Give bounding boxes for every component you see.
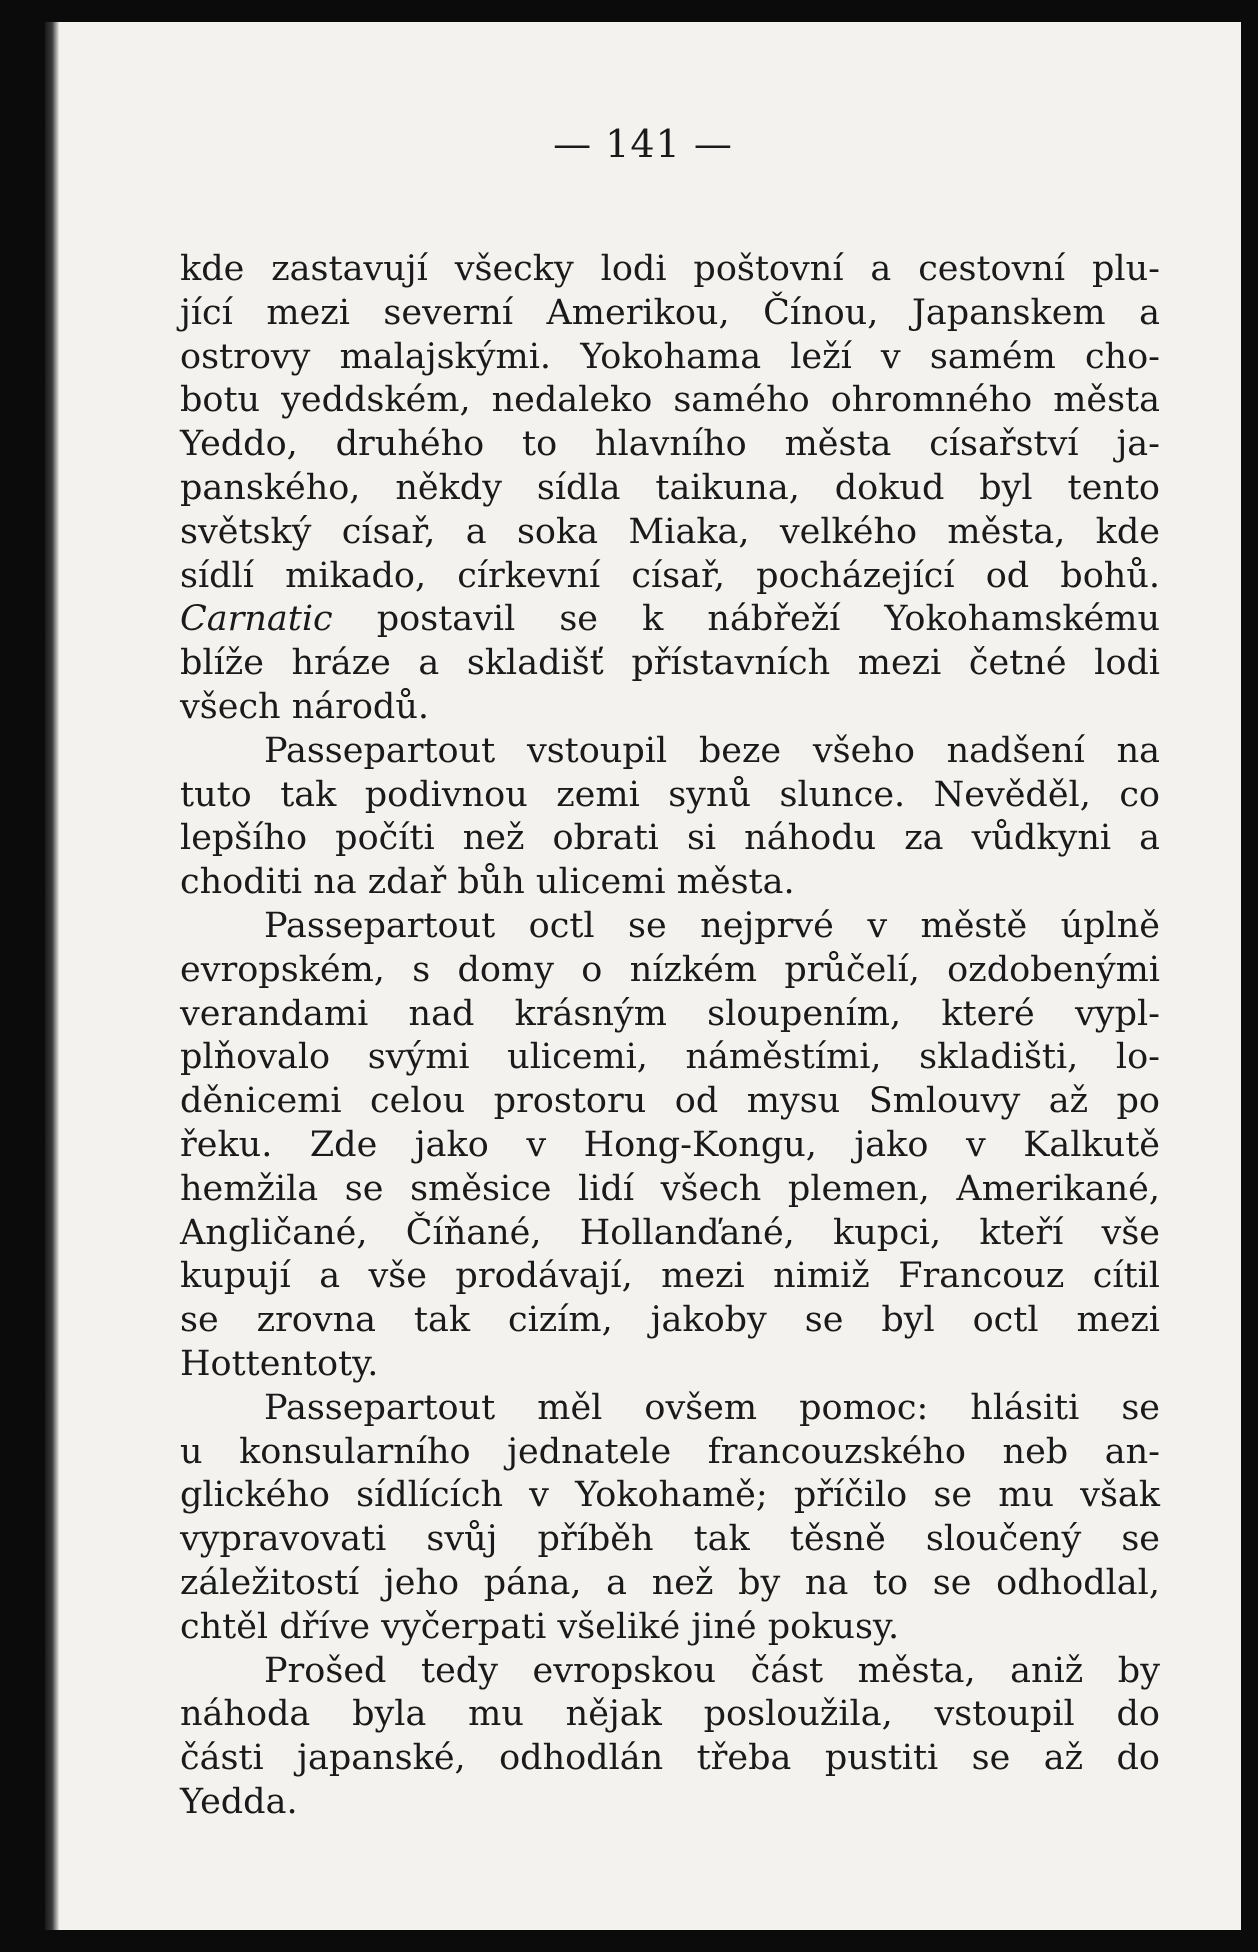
text-line <box>180 1124 1160 1168</box>
text-line <box>180 1212 1160 1256</box>
ship-name: Carnatic <box>180 599 333 640</box>
text-line-content: kupují a vše prodávají, mezi nimiž Francouz cítil <box>180 1256 1160 1297</box>
text-line-content: světský císař, a soka Miaka, velkého města, kde <box>180 511 1160 552</box>
text-line-content: chtěl dříve vyčerpati všeliké jiné pokusy. <box>180 1606 900 1647</box>
text-line-content: ostrovy malajskými. Yokohama leží v samém cho- <box>180 336 1160 377</box>
text-line-content: botu yeddském, nedaleko samého ohromného města <box>180 380 1160 421</box>
text-line <box>180 1255 1160 1299</box>
text-line <box>180 1562 1160 1606</box>
text-line <box>180 1299 1160 1343</box>
text-line <box>180 642 1160 686</box>
text-line-content: Prošed tedy evropskou část města, aniž by <box>264 1650 1160 1691</box>
text-line <box>180 686 1160 730</box>
text-line-content: Hottentoty. <box>180 1343 379 1384</box>
text-line-content: glického sídlících v Yokohamě; příčilo se mu však <box>180 1475 1160 1516</box>
text-line <box>180 336 1160 380</box>
text-line-content: části japanské, odhodlán třeba pustiti se až do <box>180 1738 1160 1779</box>
text-line <box>180 1474 1160 1518</box>
text-line <box>180 1080 1160 1124</box>
text-line-content: verandami nad krásným sloupením, které vypl- <box>180 993 1160 1034</box>
text-line-content: Yeddo, druhého to hlavního města císařství ja- <box>180 424 1160 465</box>
body-text <box>180 248 1160 1825</box>
text-line <box>180 292 1160 336</box>
text-line-content: jící mezi severní Amerikou, Čínou, Japanskem a <box>180 292 1160 333</box>
text-line <box>180 1606 1160 1650</box>
text-line-content: všech národů. <box>180 686 429 727</box>
text-line-content: Angličané, Číňané, Hollanďané, kupci, kteří vše <box>180 1212 1160 1253</box>
text-line-content: choditi na zdař bůh ulicemi města. <box>180 862 795 903</box>
text-line <box>180 949 1160 993</box>
text-line-content: řeku. Zde jako v Hong-Kongu, jako v Kalkutě <box>180 1124 1160 1165</box>
text-line <box>180 1518 1160 1562</box>
text-line <box>180 1693 1160 1737</box>
text-line <box>180 511 1160 555</box>
text-line <box>180 1781 1160 1825</box>
text-line <box>180 1650 1160 1694</box>
text-line-content: plňovalo svými ulicemi, náměstími, skladišti, lo- <box>180 1037 1160 1078</box>
text-line <box>180 555 1160 599</box>
text-line-content: náhoda byla mu nějak posloužila, vstoupil do <box>180 1694 1160 1735</box>
text-line-content: Passepartout měl ovšem pomoc: hlásiti se <box>264 1387 1160 1428</box>
text-line <box>180 1168 1160 1212</box>
text-line-content: se zrovna tak cizím, jakoby se byl octl mezi <box>180 1300 1160 1341</box>
page-number: — 141 — <box>553 122 733 166</box>
text-line <box>180 467 1160 511</box>
text-line <box>180 598 1160 642</box>
text-line-content: vypravovati svůj příběh tak těsně sloučený se <box>180 1519 1160 1560</box>
text-line-content: kde zastavují všecky lodi poštovní a cestovní plu- <box>180 249 1160 289</box>
text-line-content: panského, někdy sídla taikuna, dokud byl tento <box>180 467 1160 508</box>
text-line-content: postavil se k nábřeží Yokohamskému <box>332 599 1160 640</box>
text-line-content: tuto tak podivnou zemi synů slunce. Nevěděl, co <box>180 774 1160 815</box>
text-line-content: děnicemi celou prostoru od mysu Smlouvy až po <box>180 1081 1160 1122</box>
text-line-content: Yedda. <box>180 1781 298 1822</box>
page-binding-edge <box>45 22 59 1930</box>
text-line <box>180 1036 1160 1080</box>
text-line-content: blíže hráze a skladišť přístavních mezi četné lodi <box>180 643 1160 684</box>
text-line <box>180 861 1160 905</box>
text-line <box>180 730 1160 774</box>
text-line <box>180 993 1160 1037</box>
text-line <box>180 774 1160 818</box>
text-line <box>180 248 1160 292</box>
text-line <box>180 1343 1160 1387</box>
text-line-content: Passepartout octl se nejprvé v městě úplně <box>264 905 1160 946</box>
text-line-content: Passepartout vstoupil beze všeho nadšení na <box>264 730 1160 771</box>
text-line-content: lepšího počíti než obrati si náhodu za vůdkyni a <box>180 818 1160 859</box>
text-line <box>180 905 1160 949</box>
text-line-content: evropském, s domy o nízkém průčelí, ozdobenými <box>180 949 1160 990</box>
text-line <box>180 423 1160 467</box>
text-line <box>180 379 1160 423</box>
text-line-content: u konsularního jednatele francouzského neb an- <box>180 1431 1160 1472</box>
text-line <box>180 1431 1160 1475</box>
text-line <box>180 817 1160 861</box>
text-line-content: sídlí mikado, církevní císař, pocházející od bohů. <box>180 555 1160 596</box>
text-line-content: záležitostí jeho pána, a než by na to se odhodlal, <box>180 1562 1160 1603</box>
book-page <box>45 22 1241 1930</box>
text-line <box>180 1387 1160 1431</box>
text-line-content: hemžila se směsice lidí všech plemen, Amerikané, <box>180 1168 1160 1209</box>
text-line <box>180 1737 1160 1781</box>
